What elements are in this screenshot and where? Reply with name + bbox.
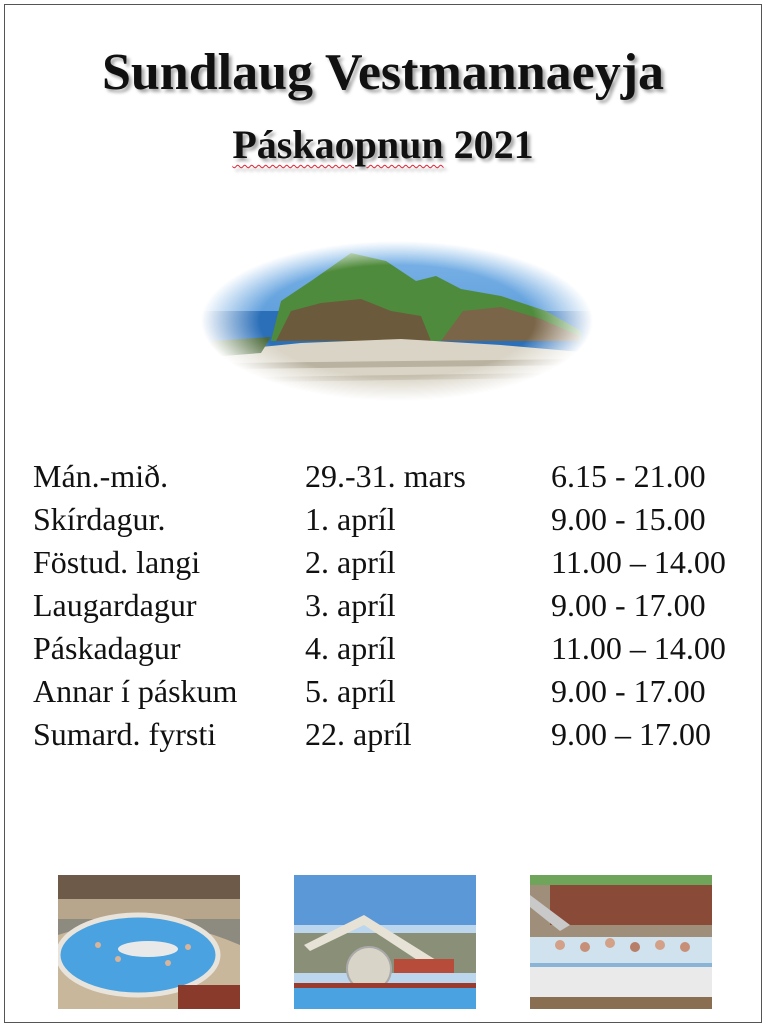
date-label: 3. apríl [305,587,396,623]
hours-label: 9.00 - 17.00 [551,673,706,709]
hours-label: 9.00 – 17.00 [551,716,711,752]
hours-label: 11.00 – 14.00 [551,630,726,666]
subtitle-word: Páskaopnun [232,122,444,167]
schedule-row [5,541,761,584]
day-label: Mán.-mið. [33,458,169,494]
flyer-page [4,4,762,1023]
hours-label: 9.00 - 17.00 [551,587,706,623]
day-label: Laugardagur [33,587,197,623]
date-label: 5. apríl [305,673,396,709]
date-label: 4. apríl [305,630,396,666]
subtitle-year: 2021 [453,122,534,167]
day-label: Páskadagur [33,630,181,666]
pool-photo-waterslide [294,875,476,1009]
schedule-row [5,498,761,541]
day-label: Föstud. langi [33,544,201,580]
day-label: Annar í páskum [33,673,238,709]
pool-photo-hot-tub [530,875,712,1009]
date-label: 29.-31. mars [305,458,466,494]
pool-photo-outdoor [58,875,240,1009]
hours-label: 6.15 - 21.00 [551,458,706,494]
date-label: 1. apríl [305,501,396,537]
hours-label: 9.00 - 15.00 [551,501,706,537]
schedule-row [5,455,761,498]
page-title: Sundlaug Vestmannaeyja [101,44,665,101]
page-subtitle [5,121,761,168]
schedule-row [5,584,761,627]
day-label: Skírdagur. [33,501,166,537]
schedule-row [5,627,761,670]
day-label: Sumard. fyrsti [33,716,217,752]
island-photo [201,241,593,401]
opening-hours-table [5,455,761,756]
schedule-row [5,713,761,756]
schedule-row [5,670,761,713]
date-label: 22. apríl [305,716,412,752]
date-label: 2. apríl [305,544,396,580]
hours-label: 11.00 – 14.00 [551,544,726,580]
